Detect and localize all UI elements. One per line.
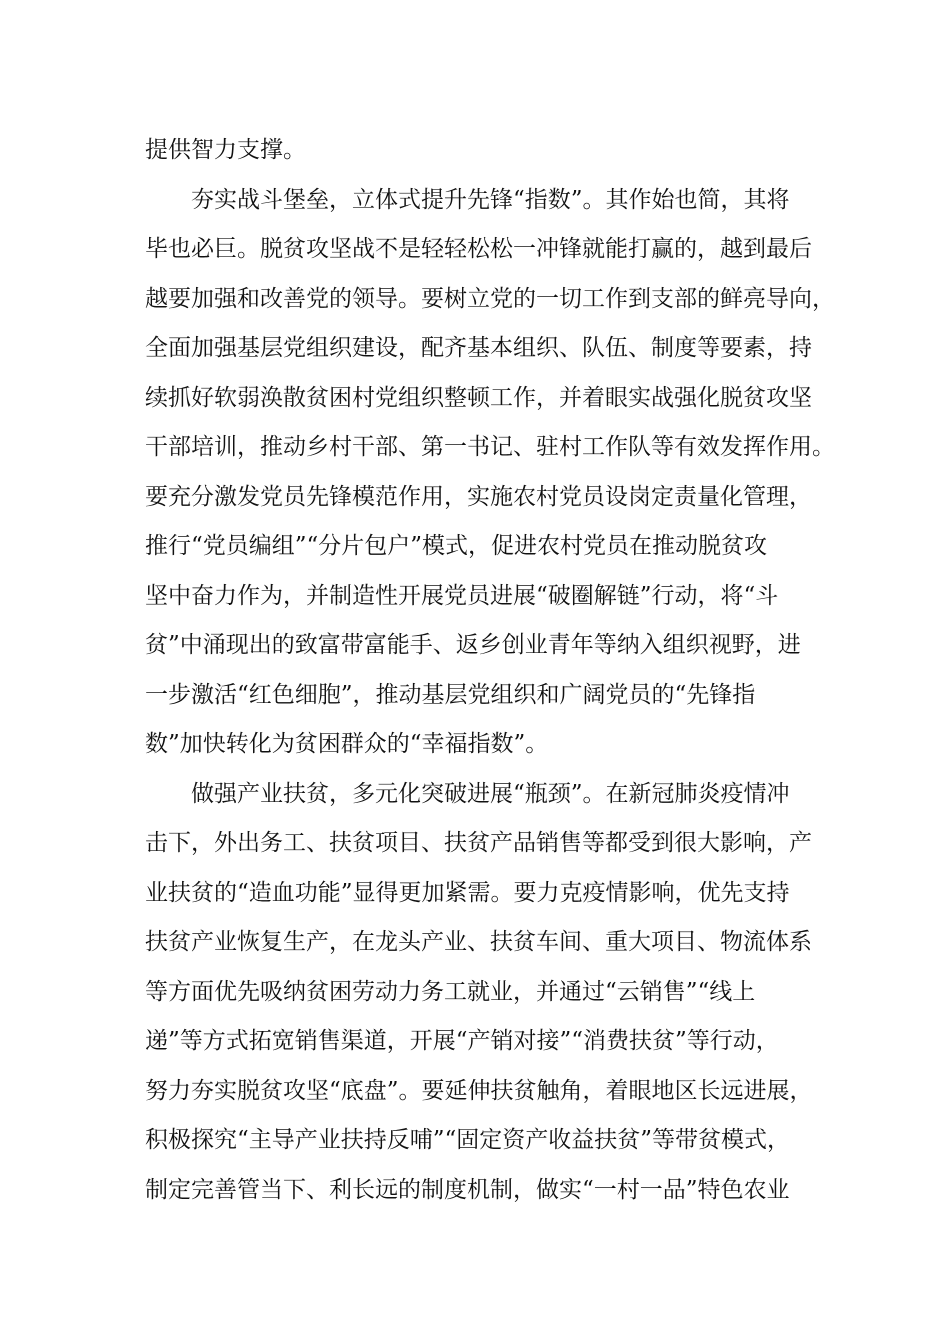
text-line: 递”等方式拓宽销售渠道，开展“产销对接”“消费扶贫”等行动， xyxy=(145,1028,779,1054)
text-line: 要充分激发党员先锋模范作用，实施农村党员设岗定责量化管理， xyxy=(145,483,812,510)
text-line: 努力夯实脱贫攻坚“底盘”。要延伸扶贫触角，着眼地区长远进展， xyxy=(145,1077,813,1104)
text-line: 提供智力支撑。 xyxy=(145,137,306,163)
text-line: 毕也必巨。脱贫攻坚战不是轻轻松松一冲锋就能打赢的，越到最后 xyxy=(145,236,812,262)
text-line: 干部培训，推动乡村干部、第一书记、驻村工作队等有效发挥作用。 xyxy=(145,434,835,460)
paragraph-first-line: 做强产业扶贫，多元化突破进展“瓶颈”。在新冠肺炎疫情冲 xyxy=(191,780,790,807)
text-line: 续抓好软弱涣散贫困村党组织整顿工作，并着眼实战强化脱贫攻坚 xyxy=(145,384,812,411)
text-line: 一步激活“红色细胞”，推动基层党组织和广阔党员的“先锋指 xyxy=(145,681,756,708)
text-line: 数”加快转化为贫困群众的“幸福指数”。 xyxy=(145,731,549,757)
text-line: 击下，外出务工、扶贫项目、扶贫产品销售等都受到很大影响，产 xyxy=(145,830,812,856)
body-text xyxy=(145,126,835,1215)
text-line: 制定完善管当下、利长远的制度机制，做实“一村一品”特色农业 xyxy=(145,1176,790,1203)
text-line: 等方面优先吸纳贫困劳动力务工就业，并通过“云销售”“线上 xyxy=(145,978,756,1005)
text-line: 推行“党员编组”“分片包户”模式，促进农村党员在推动脱贫攻 xyxy=(145,533,768,559)
text-line: 坚中奋力作为，并制造性开展党员进展“破圈解链”行动，将“斗 xyxy=(145,582,779,609)
text-line: 扶贫产业恢复生产，在龙头产业、扶贫车间、重大项目、物流体系 xyxy=(145,929,812,955)
text-line: 积极探究“主导产业扶持反哺”“固定资产收益扶贫”等带贫模式， xyxy=(145,1127,791,1153)
text-line: 业扶贫的“造血功能”显得更加紧需。要力克疫情影响，优先支持 xyxy=(145,879,790,906)
text-line: 贫”中涌现出的致富带富能手、返乡创业青年等纳入组织视野，进 xyxy=(145,632,801,658)
text-line: 全面加强基层党组织建设，配齐基本组织、队伍、制度等要素，持 xyxy=(145,335,812,361)
text-line: 越要加强和改善党的领导。要树立党的一切工作到支部的鲜亮导向， xyxy=(145,285,835,312)
paragraph-first-line: 夯实战斗堡垒，立体式提升先锋“指数”。其作始也简，其将 xyxy=(191,186,790,213)
